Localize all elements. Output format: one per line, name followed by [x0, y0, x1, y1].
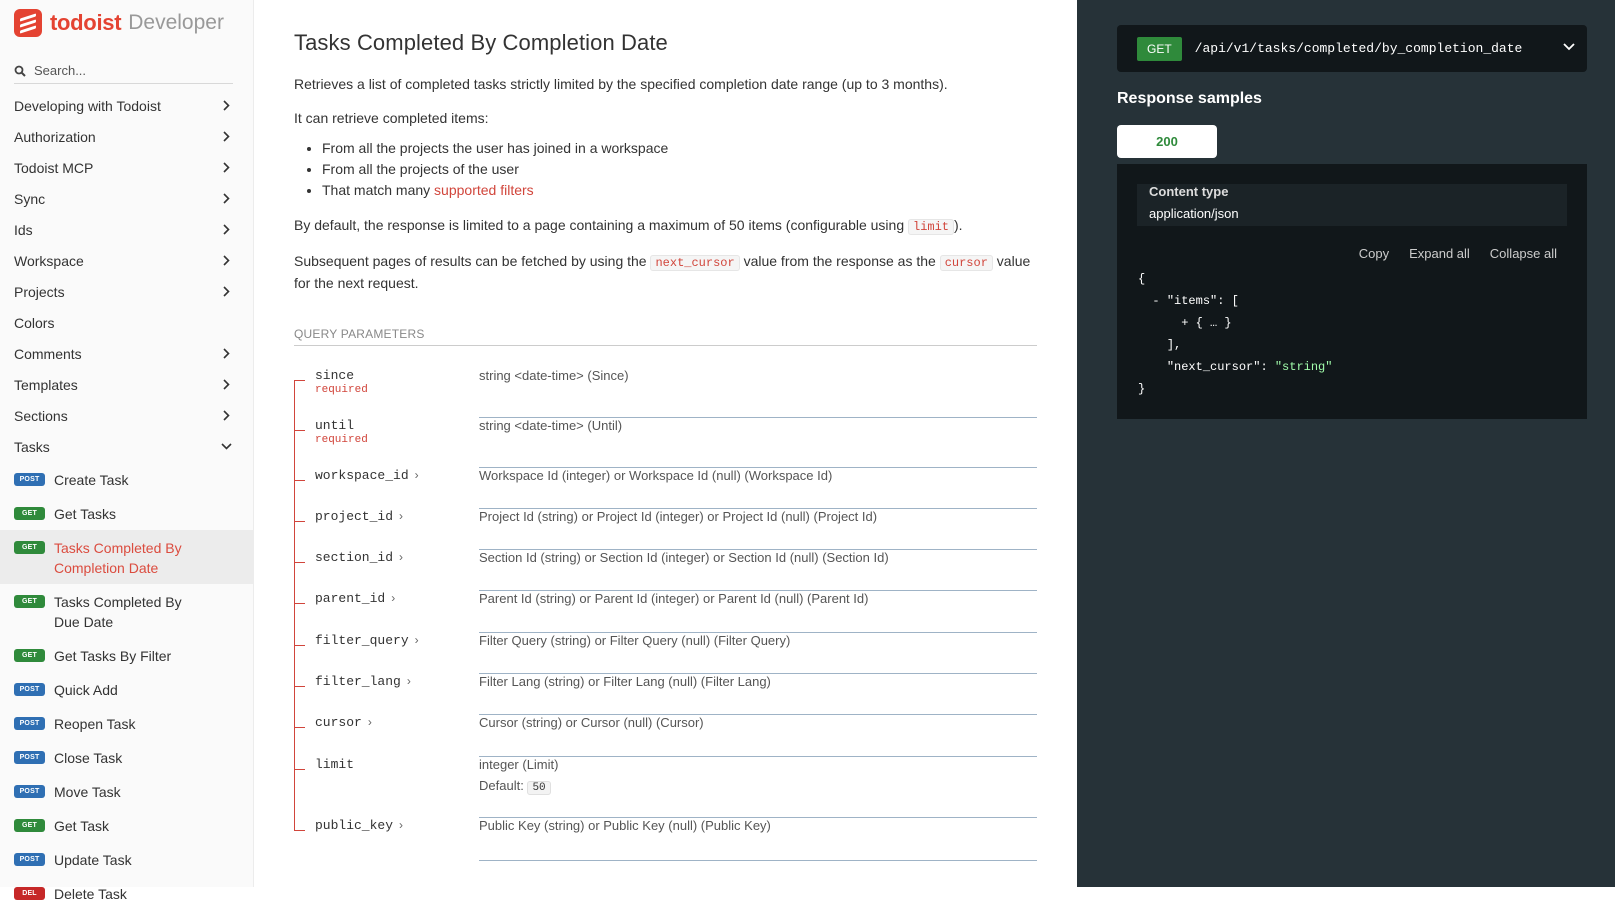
sidebar-item-label: Get Task — [54, 818, 109, 834]
tree-branch — [294, 562, 305, 563]
sidebar-item-todoist-mcp[interactable] — [0, 152, 253, 183]
method-badge: GET — [14, 649, 45, 662]
sidebar-item-label: Tasks Completed By Due Date — [54, 594, 182, 630]
supported-filters-link[interactable]: supported filters — [434, 182, 534, 198]
param-row-since — [294, 368, 1037, 418]
response-samples-title: Response samples — [1117, 90, 1262, 107]
method-badge: POST — [14, 683, 45, 696]
method-badge: POST — [14, 785, 45, 798]
sidebar — [0, 0, 254, 902]
sidebar-item-ids[interactable] — [0, 214, 253, 245]
sidebar-item-label: Ids — [14, 221, 33, 238]
todoist-logo-icon — [14, 9, 42, 37]
chevron-right-icon[interactable]: › — [414, 468, 419, 482]
chevron-right-icon[interactable]: › — [391, 591, 396, 605]
chevron-right-icon[interactable]: › — [399, 818, 404, 832]
sidebar-item-developing-with-todoist[interactable] — [0, 90, 253, 121]
content-type-label: Content type — [1149, 184, 1229, 199]
sidebar-item-templates[interactable] — [0, 369, 253, 400]
sidebar-item-get-tasks[interactable] — [0, 496, 253, 530]
sidebar-item-update-task[interactable] — [0, 842, 253, 876]
sidebar-item-close-task[interactable] — [0, 740, 253, 774]
intro-text: Retrieves a list of completed tasks strictly limited by the specified completion date range (up to 3 months). — [294, 76, 948, 92]
param-row-filter-lang — [294, 674, 1037, 715]
required-label: required — [315, 434, 368, 446]
sidebar-item-quick-add[interactable] — [0, 672, 253, 706]
next-cursor-code: next_cursor — [650, 255, 739, 271]
sidebar-item-authorization[interactable] — [0, 121, 253, 152]
tree-branch — [294, 480, 305, 481]
sidebar-item-label: Quick Add — [54, 682, 118, 698]
param-default: Default: 50 — [479, 778, 1037, 794]
param-row-section-id — [294, 550, 1037, 591]
sidebar-item-move-task[interactable] — [0, 774, 253, 808]
param-row-until — [294, 418, 1037, 468]
param-row-filter-query — [294, 633, 1037, 674]
collapse-toggle[interactable]: - — [1152, 294, 1167, 308]
main-content — [254, 0, 1077, 887]
chevron-right-icon — [221, 193, 231, 205]
param-row-project-id — [294, 509, 1037, 550]
sidebar-item-label: Templates — [14, 376, 78, 393]
brand-name: todoist — [50, 10, 122, 35]
sample-actions — [1359, 246, 1557, 261]
sidebar-item-label: Developing with Todoist — [14, 97, 161, 114]
chevron-right-icon[interactable]: › — [367, 715, 372, 729]
method-badge: GET — [14, 541, 45, 554]
tree-branch — [294, 603, 305, 604]
pagination-text: Subsequent pages of results can be fetched by using the next_cursor value from the response as the cursor value for the next request. — [294, 253, 1031, 291]
tree-branch — [294, 645, 305, 646]
json-sample: { - "items": [ + { … } ], "next_cursor": "string" } — [1138, 272, 1333, 396]
sidebar-item-reopen-task[interactable] — [0, 706, 253, 740]
param-description: Public Key (string) or Public Key (null) (Public Key) — [479, 818, 1037, 861]
tree-branch — [294, 727, 305, 728]
param-description: Parent Id (string) or Parent Id (integer) or Parent Id (null) (Parent Id) — [479, 591, 1037, 633]
param-name: until required — [294, 418, 479, 468]
expand-all-button[interactable]: Expand all — [1409, 246, 1470, 261]
sidebar-item-label: Create Task — [54, 472, 129, 488]
method-badge: GET — [14, 507, 45, 520]
sidebar-item-label: Move Task — [54, 784, 121, 800]
sidebar-item-projects[interactable] — [0, 276, 253, 307]
logo[interactable] — [0, 0, 253, 46]
method-badge: POST — [14, 473, 45, 486]
method-badge: GET — [14, 819, 45, 832]
search-input[interactable] — [34, 63, 214, 78]
retrieve-list — [322, 138, 1037, 201]
endpoint-header[interactable] — [1117, 25, 1587, 72]
chevron-right-icon[interactable]: › — [406, 674, 411, 688]
tree-branch — [294, 430, 305, 431]
sidebar-item-label: Colors — [14, 314, 55, 331]
sidebar-item-label: Delete Task — [54, 886, 127, 902]
param-description: Filter Query (string) or Filter Query (null) (Filter Query) — [479, 633, 1037, 674]
can-retrieve-text: It can retrieve completed items: — [294, 110, 489, 126]
chevron-right-icon — [221, 410, 231, 422]
param-name[interactable]: section_id › — [315, 550, 404, 565]
sidebar-item-label: Todoist MCP — [14, 159, 94, 176]
param-description: string <date-time> (Since) — [479, 368, 1037, 418]
sidebar-item-label: Projects — [14, 283, 65, 300]
sidebar-item-colors[interactable] — [0, 307, 253, 338]
query-parameters-heading: QUERY PARAMETERS — [294, 327, 1037, 346]
tree-branch — [294, 830, 305, 831]
page-title: Tasks Completed By Completion Date — [294, 30, 668, 55]
param-name[interactable]: public_key › — [315, 818, 404, 833]
chevron-right-icon — [221, 162, 231, 174]
limit-code: limit — [908, 219, 954, 235]
param-description: Section Id (string) or Section Id (integer) or Section Id (null) (Section Id) — [479, 550, 1037, 591]
param-name[interactable]: cursor › — [315, 715, 372, 730]
param-description: integer (Limit) Default: 50 — [479, 757, 1037, 818]
list-item: • That match many supported filters — [322, 180, 1037, 201]
tree-branch — [294, 380, 305, 381]
sidebar-item-label: Tasks Completed By Completion Date — [54, 540, 182, 576]
sidebar-item-get-task[interactable] — [0, 808, 253, 842]
chevron-right-icon — [221, 100, 231, 112]
brand-suffix: Developer — [128, 11, 224, 34]
response-sample-box — [1117, 164, 1587, 419]
sidebar-item-comments[interactable] — [0, 338, 253, 369]
sidebar-item-label: Reopen Task — [54, 716, 136, 732]
param-row-public-key — [294, 818, 1037, 861]
sidebar-item-workspace[interactable] — [0, 245, 253, 276]
sidebar-item-label: Sync — [14, 190, 46, 207]
content-type-value: application/json — [1149, 206, 1239, 221]
sidebar-item-label: Update Task — [54, 852, 132, 868]
param-description: Project Id (string) or Project Id (integer) or Project Id (null) (Project Id) — [479, 509, 1037, 550]
sidebar-item-label: Tasks — [14, 438, 50, 455]
http-method-badge: GET — [1137, 37, 1182, 61]
cursor-code: cursor — [940, 255, 993, 271]
tree-branch — [294, 521, 305, 522]
method-badge: DEL — [14, 887, 45, 900]
chevron-right-icon — [221, 286, 231, 298]
param-row-limit — [294, 757, 1037, 818]
param-row-parent-id — [294, 591, 1037, 633]
required-label: required — [315, 384, 368, 396]
param-name[interactable]: parent_id › — [315, 591, 396, 606]
sidebar-item-label: Close Task — [54, 750, 123, 766]
chevron-right-icon[interactable]: › — [399, 550, 404, 564]
sidebar-item-label: Get Tasks — [54, 506, 116, 522]
sidebar-item-tasks[interactable] — [0, 431, 253, 462]
param-name[interactable]: project_id › — [315, 509, 404, 524]
param-description: Workspace Id (integer) or Workspace Id (null) (Workspace Id) — [479, 468, 1037, 509]
chevron-right-icon — [221, 348, 231, 360]
method-badge: POST — [14, 751, 45, 764]
nav-sections — [0, 90, 253, 462]
param-name[interactable]: filter_lang › — [315, 674, 411, 689]
content-type-box — [1137, 184, 1567, 226]
method-badge: GET — [14, 595, 45, 608]
status-tab-200[interactable]: 200 — [1117, 125, 1217, 158]
param-description: Filter Lang (string) or Filter Lang (null) (Filter Lang) — [479, 674, 1037, 715]
tree-branch — [294, 769, 305, 770]
chevron-down-icon — [221, 441, 231, 453]
sidebar-item-label: Sections — [14, 407, 68, 424]
chevron-right-icon[interactable]: › — [414, 633, 419, 647]
sidebar-item-get-tasks-by-filter[interactable] — [0, 638, 253, 672]
sidebar-item-create-task[interactable] — [0, 462, 253, 496]
list-item: • From all the projects the user has joined in a workspace — [322, 138, 1037, 159]
sidebar-item-label: Authorization — [14, 128, 96, 145]
param-description: string <date-time> (Until) — [479, 418, 1037, 468]
nav-task-items — [0, 462, 253, 910]
param-row-cursor — [294, 715, 1037, 757]
param-row-workspace-id — [294, 468, 1037, 509]
default-value: 50 — [527, 781, 550, 795]
sidebar-item-label: Workspace — [14, 252, 84, 269]
tree-branch — [294, 686, 305, 687]
search-icon — [14, 65, 26, 77]
param-description: Cursor (string) or Cursor (null) (Cursor) — [479, 715, 1037, 757]
param-name: since required — [294, 368, 479, 418]
right-panel — [1077, 0, 1615, 887]
sidebar-item-delete-task[interactable] — [0, 876, 253, 910]
chevron-right-icon — [221, 379, 231, 391]
method-badge: POST — [14, 853, 45, 866]
collapse-all-button[interactable]: Collapse all — [1489, 246, 1557, 261]
sidebar-item-sync[interactable] — [0, 183, 253, 214]
default-limit-text: By default, the response is limited to a page containing a maximum of 50 items (configurable using limit ). — [294, 217, 963, 234]
chevron-down-icon[interactable] — [1563, 42, 1575, 52]
sidebar-item-tasks-completed-by-completion-date[interactable] — [0, 530, 253, 584]
sidebar-item-label: Get Tasks By Filter — [54, 648, 172, 664]
param-name[interactable]: filter_query › — [315, 633, 419, 648]
copy-button[interactable]: Copy — [1358, 246, 1390, 261]
param-name[interactable]: workspace_id › — [315, 468, 419, 483]
search-box — [14, 58, 233, 84]
param-name: limit — [315, 757, 355, 772]
chevron-right-icon — [221, 224, 231, 236]
expand-toggle[interactable]: + { … } — [1181, 316, 1232, 330]
sidebar-item-tasks-completed-by-due-date[interactable] — [0, 584, 253, 638]
chevron-right-icon[interactable]: › — [399, 509, 404, 523]
chevron-right-icon — [221, 131, 231, 143]
sidebar-item-sections[interactable] — [0, 400, 253, 431]
list-item: • From all the projects of the user — [322, 159, 1037, 180]
chevron-right-icon — [221, 255, 231, 267]
endpoint-path: /api/v1/tasks/completed/by_completion_date — [1194, 41, 1523, 56]
method-badge: POST — [14, 717, 45, 730]
sidebar-item-label: Comments — [14, 345, 82, 362]
query-parameters-table — [294, 368, 1037, 861]
